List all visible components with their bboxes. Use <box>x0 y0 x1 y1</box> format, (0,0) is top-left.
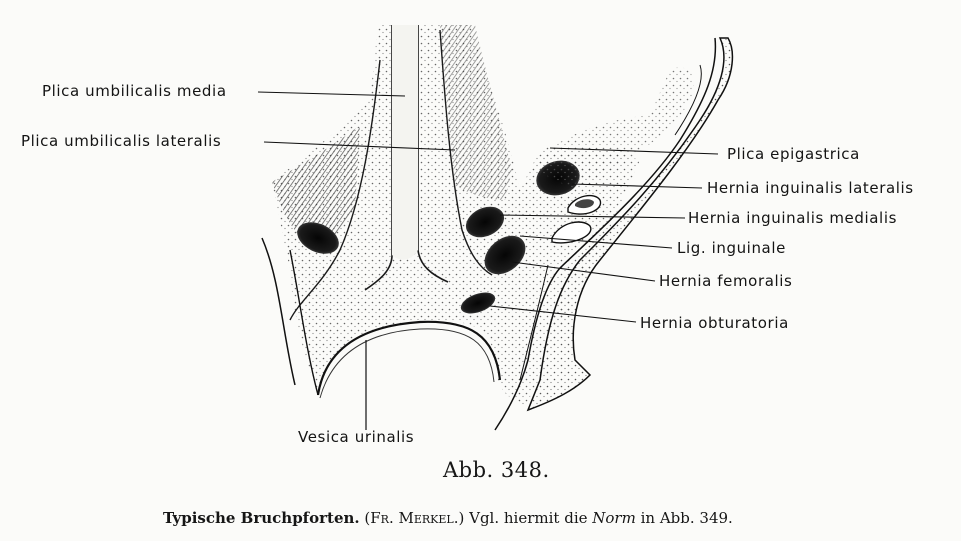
label-vesica-urinalis: Vesica urinalis <box>298 428 415 446</box>
label-hernia-inguinalis-medialis: Hernia inguinalis medialis <box>688 209 898 227</box>
caption-author: (Fr. Merkel.) <box>364 509 465 527</box>
figure-number: Abb. 348. <box>443 458 550 482</box>
label-plica-umbilicalis-media: Plica umbilicalis media <box>42 82 227 100</box>
caption-text-before: Vgl. hiermit die <box>469 509 588 527</box>
label-plica-umbilicalis-lateralis: Plica umbilicalis lateralis <box>21 132 222 150</box>
caption-emphasis: Norm <box>592 509 636 527</box>
label-plica-epigastrica: Plica epigastrica <box>727 145 860 163</box>
caption-text-after: in Abb. 349. <box>640 509 733 527</box>
figure-caption <box>163 509 733 527</box>
label-hernia-obturatoria: Hernia obturatoria <box>640 314 789 332</box>
label-hernia-femoralis: Hernia femoralis <box>659 272 793 290</box>
abdominal-wall <box>272 25 640 405</box>
caption-title: Typische Bruchpforten. <box>163 509 360 527</box>
label-lig-inguinale: Lig. inguinale <box>677 239 786 257</box>
label-hernia-inguinalis-lateralis: Hernia inguinalis lateralis <box>707 179 914 197</box>
